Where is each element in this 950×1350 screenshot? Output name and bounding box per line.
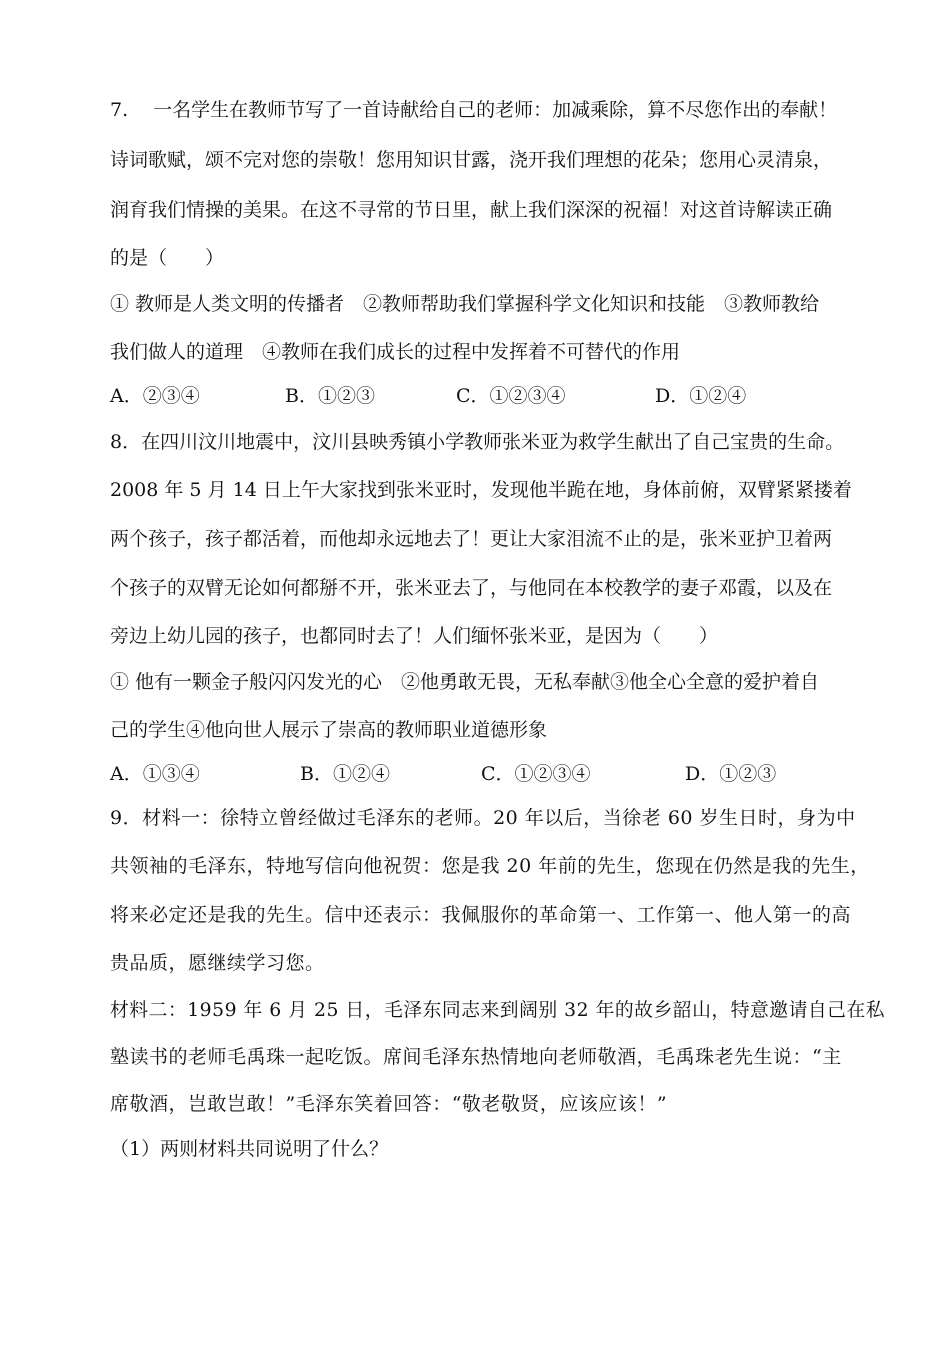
q7-option-d: D．①②④	[655, 385, 747, 407]
q8-line-4: 个孩子的双臂无论如何都掰不开，张米亚去了，与他同在本校教学的妻子邓霞，以及在	[110, 577, 833, 599]
q8-line-5: 旁边上幼儿园的孩子，也都同时去了！人们缅怀张米亚，是因为（ ）	[110, 625, 719, 647]
q8-option-c: C．①②③④	[481, 763, 591, 785]
q9-line-5: 材料二：1959 年 6 月 25 日，毛泽东同志来到阔别 32 年的故乡韶山，特意邀请自己在私	[110, 999, 886, 1021]
q7-line-6: 我们做人的道理 ④教师在我们成长的过程中发挥着不可替代的作用	[110, 341, 681, 363]
q9-line-4: 贵品质，愿继续学习您。	[110, 952, 325, 974]
q7-option-b: B．①②③	[285, 385, 375, 407]
q7-line-5: ① 教师是人类文明的传播者 ②教师帮助我们掌握科学文化知识和技能 ③教师教给	[110, 293, 820, 315]
q7-option-a: A．②③④	[110, 385, 200, 407]
q9-subquestion-1: （1）两则材料共同说明了什么？	[110, 1138, 389, 1160]
q7-line-4: 的是（ ）	[110, 247, 225, 269]
q9-line-6: 塾读书的老师毛禹珠一起吃饭。席间毛泽东热情地向老师敬酒，毛禹珠老先生说：“主	[110, 1046, 842, 1068]
q7-line-2: 诗词歌赋，颂不完对您的崇敬！您用知识甘露，浇开我们理想的花朵；您用心灵清泉，	[110, 149, 833, 171]
q8-option-a: A．①③④	[110, 763, 200, 785]
q7-line-3: 润育我们情操的美果。在这不寻常的节日里，献上我们深深的祝福！对这首诗解读正确	[110, 199, 833, 221]
q7-option-c: C．①②③④	[456, 385, 566, 407]
q9-line-1: 9．材料一：徐特立曾经做过毛泽东的老师。20 年以后，当徐老 60 岁生日时，身为中	[110, 807, 856, 829]
q8-option-b: B．①②④	[300, 763, 390, 785]
q8-line-6: ① 他有一颗金子般闪闪发光的心 ②他勇敢无畏，无私奉献③他全心全意的爱护着自	[110, 671, 820, 693]
q8-option-d: D．①②③	[685, 763, 777, 785]
q7-line-1: 7. 一名学生在教师节写了一首诗献给自己的老师：加减乘除，算不尽您作出的奉献！	[110, 99, 838, 121]
q8-line-7: 己的学生④他向世人展示了崇高的教师职业道德形象	[110, 719, 548, 741]
q8-line-3: 两个孩子，孩子都活着，而他却永远地去了！更让大家泪流不止的是，张米亚护卫着两	[110, 528, 833, 550]
q9-line-2: 共领袖的毛泽东，特地写信向他祝贺：您是我 20 年前的先生，您现在仍然是我的先生，	[110, 855, 870, 877]
q8-line-2: 2008 年 5 月 14 日上午大家找到张米亚时，发现他半跪在地，身体前俯，双臂紧紧搂着	[110, 479, 852, 501]
q9-line-7: 席敬酒，岂敢岂敢！”毛泽东笑着回答：“敬老敬贤，应该应该！”	[110, 1093, 668, 1115]
q9-line-3: 将来必定还是我的先生。信中还表示：我佩服你的革命第一、工作第一、他人第一的高	[110, 904, 852, 926]
q8-line-1: 8．在四川汶川地震中，汶川县映秀镇小学教师张米亚为救学生献出了自己宝贵的生命。	[110, 431, 845, 453]
